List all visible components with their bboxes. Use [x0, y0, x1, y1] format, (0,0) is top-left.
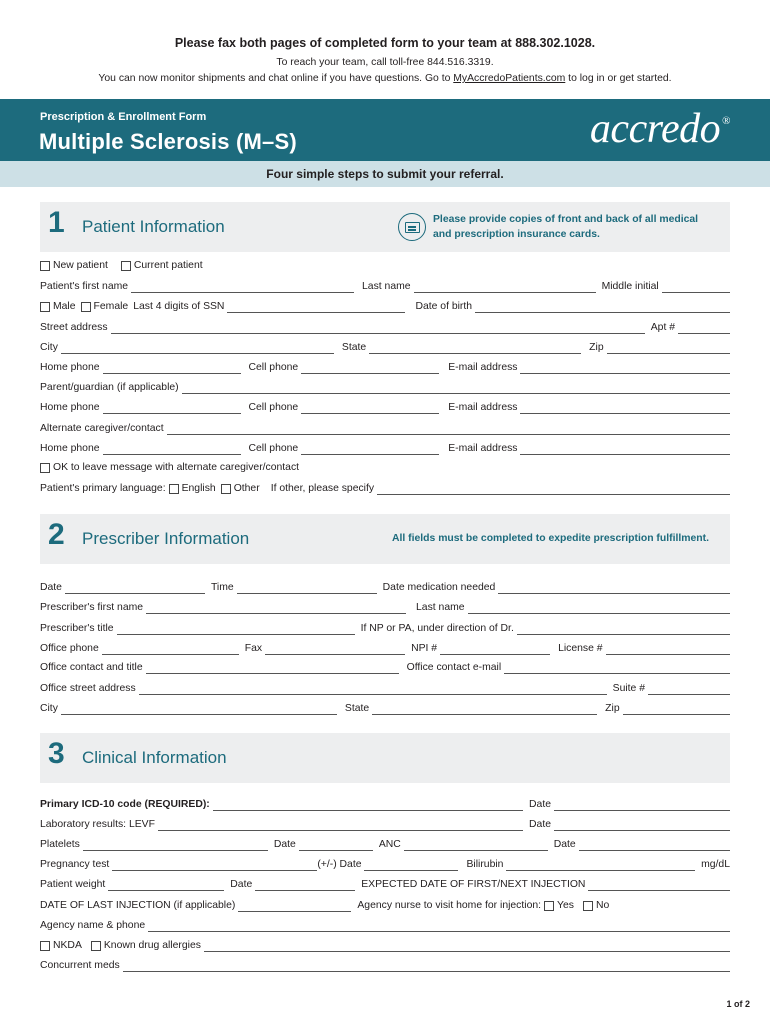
expected-injection-field[interactable] [588, 881, 730, 891]
weight-row [40, 877, 730, 891]
current-patient-checkbox[interactable] [121, 261, 131, 271]
patient-first-name-label: Patient's first name [40, 281, 129, 292]
male-checkbox[interactable] [40, 302, 50, 312]
guardian-cell-phone-field[interactable] [301, 404, 439, 414]
last-injection-field[interactable] [238, 902, 351, 912]
prescriber-date-row [40, 580, 730, 594]
dob-field[interactable] [475, 303, 730, 313]
prescriber-note: All fields must be completed to expedite prescription fulfillment. [392, 533, 709, 544]
lab-row [40, 817, 730, 831]
english-checkbox[interactable] [169, 484, 179, 494]
anc-field[interactable] [404, 841, 548, 851]
license-field[interactable] [606, 645, 730, 655]
np-pa-label: If NP or PA, under direction of Dr. [360, 623, 514, 634]
prescriber-name-row [40, 600, 730, 614]
last-injection-row [40, 898, 730, 912]
state-label: State [341, 342, 367, 353]
ok-message-row [40, 460, 730, 474]
nkda-checkbox[interactable] [40, 941, 50, 951]
middle-initial-field[interactable] [662, 283, 730, 293]
platelets-date-label: Date [273, 839, 296, 850]
allergies-row [40, 938, 730, 952]
fax-instruction: Please fax both pages of completed form to your team at 888.302.1028. [174, 36, 596, 50]
guardian-home-phone-field[interactable] [103, 404, 241, 414]
ssn-label: Last 4 digits of SSN [133, 301, 225, 312]
zip-field[interactable] [607, 344, 730, 354]
toll-free-line: To reach your team, call toll-free 844.516.3319. [276, 57, 494, 68]
alt-home-phone-field[interactable] [103, 445, 241, 455]
language-label: Patient's primary language: [40, 483, 166, 494]
alt-contact-phone-row [40, 441, 730, 455]
female-checkbox[interactable] [81, 302, 91, 312]
male-label: Male [53, 301, 76, 312]
email-label: E-mail address [448, 362, 518, 373]
platelets-row [40, 837, 730, 851]
guardian-label: Parent/guardian (if applicable) [40, 382, 179, 393]
english-label: English [181, 483, 216, 494]
guardian-row [40, 380, 730, 394]
patient-name-row [40, 279, 730, 293]
icd-label: Primary ICD-10 code (REQUIRED): [40, 799, 210, 810]
street-address-field[interactable] [111, 324, 645, 334]
suite-field[interactable] [648, 685, 730, 695]
email-field[interactable] [520, 364, 730, 374]
nurse-no-label: No [595, 900, 610, 911]
office-city-label: City [40, 703, 58, 714]
ok-message-checkbox[interactable] [40, 463, 50, 473]
pregnancy-date-label: (+/-) Date [317, 859, 362, 870]
office-state-label: State [344, 703, 370, 714]
section-prescriber-information [40, 514, 730, 564]
office-street-label: Office street address [40, 683, 136, 694]
patient-last-name-label: Last name [362, 281, 411, 292]
guardian-email-label: E-mail address [448, 402, 518, 413]
cell-phone-label: Cell phone [248, 362, 299, 373]
guardian-home-phone-label: Home phone [40, 402, 100, 413]
office-email-label: Office contact e-mail [406, 662, 502, 673]
mgdl-unit: mg/dL [701, 859, 730, 870]
alt-contact-row [40, 421, 730, 435]
city-field[interactable] [61, 344, 334, 354]
allergies-label: Known drug allergies [103, 940, 201, 951]
prescriber-first-name-field[interactable] [146, 604, 406, 614]
nurse-yes-label: Yes [557, 900, 574, 911]
other-language-checkbox[interactable] [221, 484, 231, 494]
section-title: Clinical Information [82, 748, 227, 767]
nurse-visit-label: Agency nurse to visit home for injection: [357, 900, 542, 911]
prescriber-last-name-field[interactable] [468, 604, 730, 614]
expected-injection-label: EXPECTED DATE OF FIRST/NEXT INJECTION [361, 879, 586, 890]
female-label: Female [93, 301, 129, 312]
icd-date-field[interactable] [554, 801, 730, 811]
rx-time-field[interactable] [237, 584, 377, 594]
prescriber-title-label: Prescriber's title [40, 623, 114, 634]
platelets-field[interactable] [83, 841, 268, 851]
guardian-phone-row [40, 400, 730, 414]
guardian-cell-phone-label: Cell phone [248, 402, 299, 413]
date-needed-label: Date medication needed [382, 582, 496, 593]
date-needed-field[interactable] [498, 584, 730, 594]
zip-label: Zip [589, 342, 604, 353]
nurse-yes-checkbox[interactable] [544, 901, 554, 911]
insurance-card-icon [398, 213, 426, 241]
office-contact-field[interactable] [146, 664, 399, 674]
bilirubin-field[interactable] [506, 861, 695, 871]
dob-label: Date of birth [415, 301, 473, 312]
anc-date-label: Date [553, 839, 576, 850]
insurance-note [433, 212, 698, 242]
office-street-field[interactable] [139, 685, 607, 695]
rx-time-label: Time [210, 582, 234, 593]
office-phone-field[interactable] [102, 645, 239, 655]
office-zip-field[interactable] [623, 705, 730, 715]
meds-row [40, 958, 730, 972]
accredo-logo [590, 105, 730, 153]
registered-mark: ® [722, 115, 730, 127]
prescriber-first-name-label: Prescriber's first name [40, 602, 144, 613]
logo-text: accredo [589, 106, 721, 152]
patient-status-row [40, 258, 730, 272]
icd-field[interactable] [213, 801, 523, 811]
bilirubin-label: Bilirubin [466, 859, 504, 870]
insurance-note-line2: and prescription insurance cards. [433, 229, 600, 240]
last-injection-label: DATE OF LAST INJECTION (if applicable) [40, 900, 236, 911]
current-patient-label: Current patient [133, 260, 203, 271]
street-address-label: Street address [40, 322, 108, 333]
pregnancy-field[interactable] [112, 861, 317, 871]
office-city-row [40, 701, 730, 715]
npi-field[interactable] [440, 645, 550, 655]
office-phone-label: Office phone [40, 643, 99, 654]
allergies-field[interactable] [204, 942, 730, 952]
section-patient-information [40, 202, 730, 252]
steps-bar: Four simple steps to submit your referral. [0, 161, 770, 187]
alt-cell-phone-label: Cell phone [248, 443, 299, 454]
weight-label: Patient weight [40, 879, 106, 890]
city-label: City [40, 342, 58, 353]
lab-label: Laboratory results: LEVF [40, 819, 155, 830]
patients-portal-link[interactable]: MyAccredoPatients.com [453, 73, 566, 84]
guardian-email-field[interactable] [520, 404, 730, 414]
monitor-line [0, 73, 770, 84]
form-kicker: Prescription & Enrollment Form [40, 111, 207, 123]
icd-row [40, 797, 730, 811]
section-number: 2 [48, 518, 65, 551]
new-patient-label: New patient [53, 260, 108, 271]
middle-initial-label: Middle initial [601, 281, 659, 292]
prescriber-title-row [40, 621, 730, 635]
weight-field[interactable] [108, 881, 224, 891]
pregnancy-date-field[interactable] [364, 861, 458, 871]
ssn-field[interactable] [227, 303, 405, 313]
alt-email-field[interactable] [520, 445, 730, 455]
meds-field[interactable] [123, 962, 730, 972]
office-zip-label: Zip [605, 703, 620, 714]
office-street-row [40, 681, 730, 695]
agency-field[interactable] [148, 922, 730, 932]
patient-street-row [40, 320, 730, 334]
anc-date-field[interactable] [579, 841, 730, 851]
apt-label: Apt # [650, 322, 675, 333]
lab-date-field[interactable] [554, 821, 730, 831]
nkda-label: NKDA [53, 940, 82, 951]
pregnancy-row [40, 857, 730, 871]
if-other-label: If other, please specify [270, 483, 375, 494]
monitor-pre: You can now monitor shipments and chat online if you have questions. Go to [98, 73, 454, 84]
section-title: Prescriber Information [82, 529, 250, 548]
anc-label: ANC [378, 839, 401, 850]
pregnancy-label: Pregnancy test [40, 859, 110, 870]
other-language-field[interactable] [377, 485, 730, 495]
page-number: 1 of 2 [726, 999, 750, 1009]
patient-first-name-field[interactable] [131, 283, 354, 293]
lab-field[interactable] [158, 821, 523, 831]
lab-date-label: Date [529, 819, 551, 830]
alt-contact-field[interactable] [167, 425, 730, 435]
prescriber-title-field[interactable] [117, 625, 355, 635]
suite-label: Suite # [612, 683, 645, 694]
new-patient-checkbox[interactable] [40, 261, 50, 271]
fax-field[interactable] [265, 645, 405, 655]
form-title: Multiple Sclerosis (M–S) [39, 129, 297, 154]
agency-label: Agency name & phone [40, 920, 146, 931]
alt-home-phone-label: Home phone [40, 443, 100, 454]
ok-message-label: OK to leave message with alternate caregiver/contact [53, 462, 300, 473]
office-email-field[interactable] [504, 664, 730, 674]
alt-contact-label: Alternate caregiver/contact [40, 423, 164, 434]
state-field[interactable] [369, 344, 581, 354]
agency-row [40, 918, 730, 932]
alt-cell-phone-field[interactable] [301, 445, 439, 455]
guardian-field[interactable] [182, 384, 730, 394]
npi-label: NPI # [411, 643, 438, 654]
section-clinical-information [40, 733, 730, 783]
apt-field[interactable] [678, 324, 730, 334]
platelets-label: Platelets [40, 839, 80, 850]
allergies-checkbox[interactable] [91, 941, 101, 951]
license-label: License # [558, 643, 603, 654]
language-row [40, 481, 730, 495]
insurance-note-line1: Please provide copies of front and back of all medical [433, 214, 699, 225]
office-city-field[interactable] [61, 705, 337, 715]
section-title: Patient Information [82, 217, 225, 236]
prescriber-last-name-label: Last name [416, 602, 465, 613]
office-phone-row [40, 641, 730, 655]
weight-date-label: Date [230, 879, 253, 890]
section-number: 1 [48, 206, 65, 239]
office-state-field[interactable] [372, 705, 597, 715]
patient-last-name-field[interactable] [414, 283, 596, 293]
fax-label: Fax [244, 643, 263, 654]
other-language-label: Other [233, 483, 260, 494]
meds-label: Concurrent meds [40, 960, 120, 971]
cell-phone-field[interactable] [301, 364, 439, 374]
patient-city-row [40, 340, 730, 354]
alt-email-label: E-mail address [448, 443, 518, 454]
np-pa-field[interactable] [517, 625, 730, 635]
rx-date-label: Date [40, 582, 62, 593]
home-phone-field[interactable] [103, 364, 241, 374]
form-banner [0, 99, 770, 161]
nurse-no-checkbox[interactable] [583, 901, 593, 911]
office-contact-label: Office contact and title [40, 662, 143, 673]
home-phone-label: Home phone [40, 362, 100, 373]
patient-phone-row [40, 360, 730, 374]
section-number: 3 [48, 737, 65, 770]
patient-sex-row [40, 299, 730, 313]
office-contact-row [40, 660, 730, 674]
platelets-date-field[interactable] [299, 841, 373, 851]
monitor-post: to log in or get started. [565, 73, 672, 84]
rx-date-field[interactable] [65, 584, 205, 594]
weight-date-field[interactable] [255, 881, 355, 891]
icd-date-label: Date [529, 799, 551, 810]
